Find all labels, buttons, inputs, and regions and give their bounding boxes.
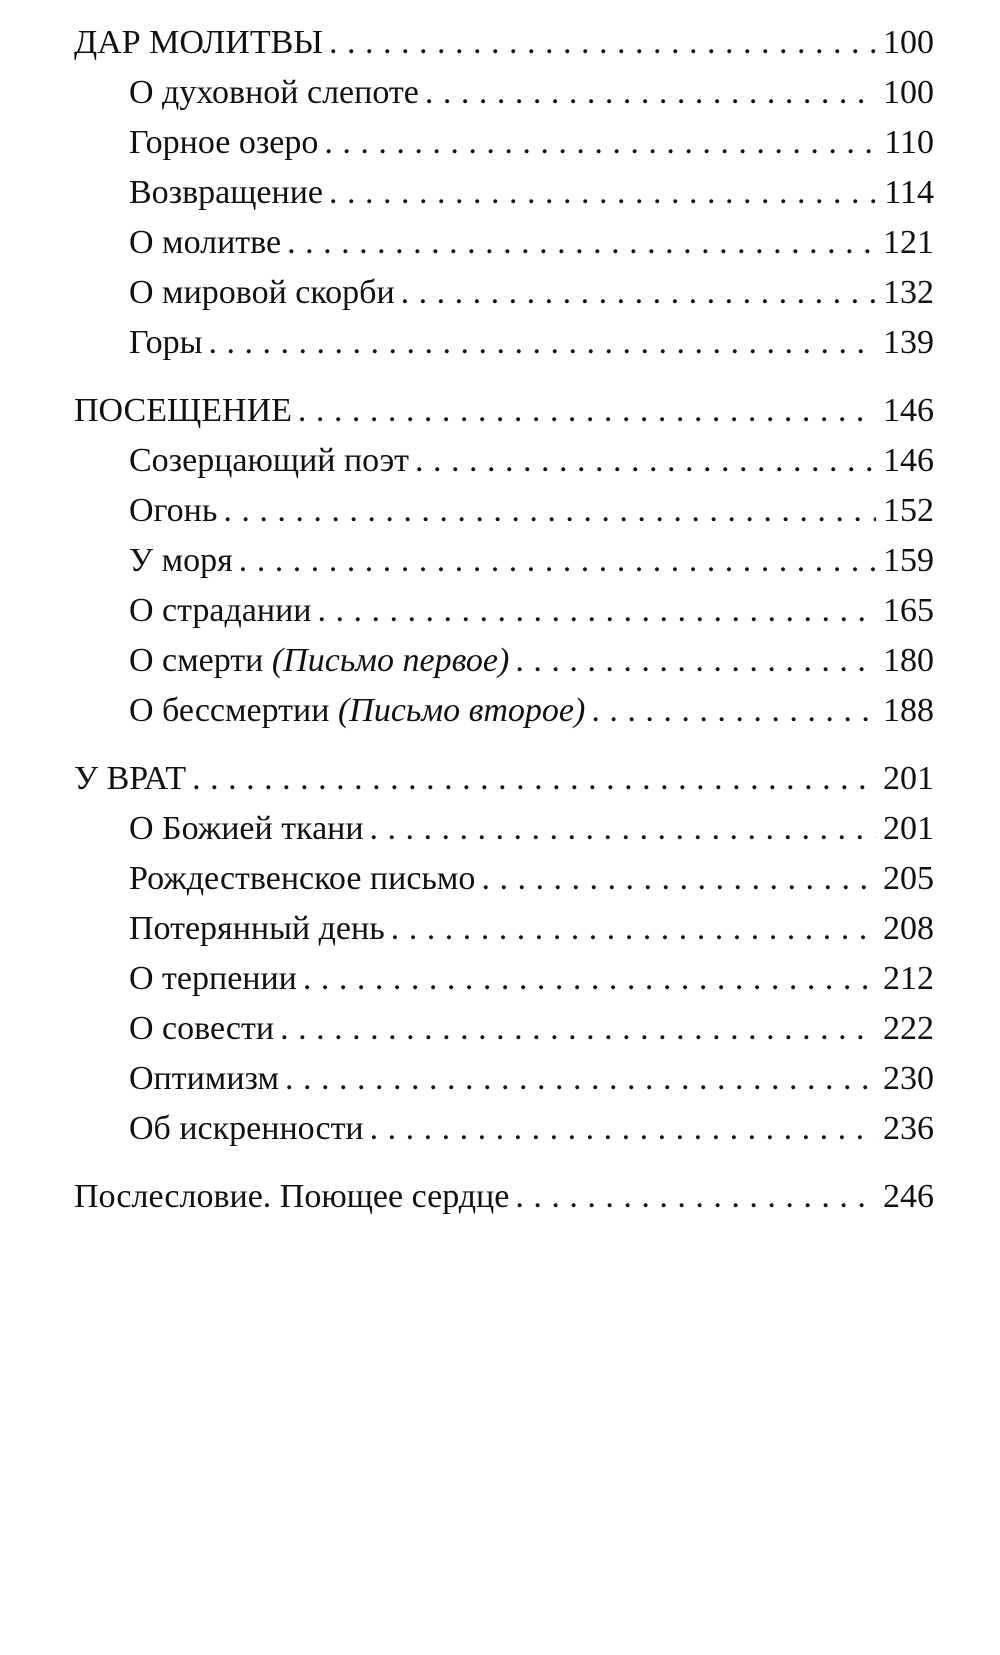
toc-entry[interactable] <box>74 536 934 586</box>
dot-leader <box>287 218 876 268</box>
page-number: 100 <box>883 74 934 111</box>
dot-leader <box>192 754 876 804</box>
page-number: 188 <box>883 692 934 729</box>
toc-entry[interactable] <box>74 168 934 218</box>
dot-leader <box>515 636 876 686</box>
toc-part <box>74 386 934 736</box>
toc-entry[interactable] <box>74 218 934 268</box>
entry-title <box>129 636 509 686</box>
entry-title: Потерянный день <box>129 910 385 947</box>
dot-leader <box>370 804 876 854</box>
dot-leader <box>317 586 876 636</box>
toc-entry[interactable] <box>74 854 934 904</box>
page-number: 230 <box>883 1060 934 1097</box>
toc-entry[interactable] <box>74 268 934 318</box>
entry-title: О совести <box>129 1010 275 1047</box>
page-number: 114 <box>884 174 934 211</box>
page-number: 180 <box>883 642 934 679</box>
dot-leader <box>329 18 876 68</box>
dot-leader <box>280 1004 876 1054</box>
entry-title: Горное озеро <box>129 124 319 161</box>
dot-leader <box>591 686 876 736</box>
toc-entry[interactable] <box>74 68 934 118</box>
dot-leader <box>209 318 876 368</box>
page-number: 110 <box>884 124 934 161</box>
dot-leader <box>515 1172 876 1222</box>
dot-leader <box>239 536 876 586</box>
toc-part <box>74 754 934 1154</box>
toc-entry[interactable] <box>74 436 934 486</box>
part-title: У ВРАТ <box>74 760 187 797</box>
entry-title: О молитве <box>129 224 282 261</box>
part-title: ДАР МОЛИТВЫ <box>74 24 323 61</box>
toc-entry[interactable] <box>74 1054 934 1104</box>
part-title: ПОСЕЩЕНИЕ <box>74 392 292 429</box>
toc-part-heading[interactable] <box>74 386 934 436</box>
page-number: 100 <box>883 24 934 61</box>
dot-leader <box>391 904 876 954</box>
dot-leader <box>425 68 876 118</box>
entry-title: Созерцающий поэт <box>129 442 410 479</box>
dot-leader <box>370 1104 876 1154</box>
toc-entry[interactable] <box>74 486 934 536</box>
page-number: 208 <box>883 910 934 947</box>
toc-entry[interactable] <box>74 1104 934 1154</box>
page-number: 201 <box>883 810 934 847</box>
entry-title: О терпении <box>129 960 297 997</box>
page-number: 132 <box>883 274 934 311</box>
page-number: 121 <box>883 224 934 261</box>
page-number: 139 <box>883 324 934 361</box>
toc-entry[interactable] <box>74 118 934 168</box>
dot-leader <box>401 268 876 318</box>
entry-title: О Божией ткани <box>129 810 364 847</box>
toc-entry[interactable] <box>74 318 934 368</box>
page-number: 146 <box>883 392 934 429</box>
toc-entry[interactable] <box>74 954 934 1004</box>
toc-entry[interactable] <box>74 1004 934 1054</box>
dot-leader <box>303 954 876 1004</box>
entry-title-text: О смерти <box>129 642 264 679</box>
dot-leader <box>415 436 876 486</box>
page-number: 146 <box>883 442 934 479</box>
entry-title: Оптимизм <box>129 1060 279 1097</box>
page-number: 236 <box>883 1110 934 1147</box>
entry-title: О духовной слепоте <box>129 74 419 111</box>
entry-title: Рождественское письмо <box>129 860 476 897</box>
dot-leader <box>481 854 876 904</box>
toc-part-heading[interactable] <box>74 18 934 68</box>
dot-leader <box>285 1054 876 1104</box>
entry-title <box>129 686 585 736</box>
toc-entry[interactable] <box>74 904 934 954</box>
entry-title: Горы <box>129 324 203 361</box>
toc-afterword-entry[interactable] <box>74 1172 934 1222</box>
toc-entry[interactable] <box>74 586 934 636</box>
toc-entry[interactable] <box>74 804 934 854</box>
page-number: 201 <box>883 760 934 797</box>
toc-entry[interactable] <box>74 636 934 686</box>
entry-title: О страдании <box>129 592 312 629</box>
page-number: 205 <box>883 860 934 897</box>
entry-title: Огонь <box>129 492 218 529</box>
page-number: 152 <box>883 492 934 529</box>
toc-afterword <box>74 1172 934 1222</box>
afterword-title: Послесловие. Поющее сердце <box>74 1178 510 1215</box>
page-number: 212 <box>883 960 934 997</box>
toc-entry[interactable] <box>74 686 934 736</box>
entry-title: У моря <box>129 542 233 579</box>
toc-part <box>74 18 934 368</box>
entry-title-text: О бессмертии <box>129 692 330 729</box>
page-number: 246 <box>883 1178 934 1215</box>
dot-leader <box>298 386 876 436</box>
dot-leader <box>324 118 876 168</box>
page-number: 165 <box>883 592 934 629</box>
entry-title: О мировой скорби <box>129 274 395 311</box>
page-number: 222 <box>883 1010 934 1047</box>
page-number: 159 <box>883 542 934 579</box>
entry-note: (Письмо второе) <box>337 692 586 729</box>
toc-part-heading[interactable] <box>74 754 934 804</box>
entry-note: (Письмо первое) <box>271 642 510 679</box>
dot-leader <box>223 486 876 536</box>
entry-title: Об искренности <box>129 1110 364 1147</box>
table-of-contents <box>74 18 934 1222</box>
entry-title: Возвращение <box>129 174 324 211</box>
dot-leader <box>329 168 876 218</box>
